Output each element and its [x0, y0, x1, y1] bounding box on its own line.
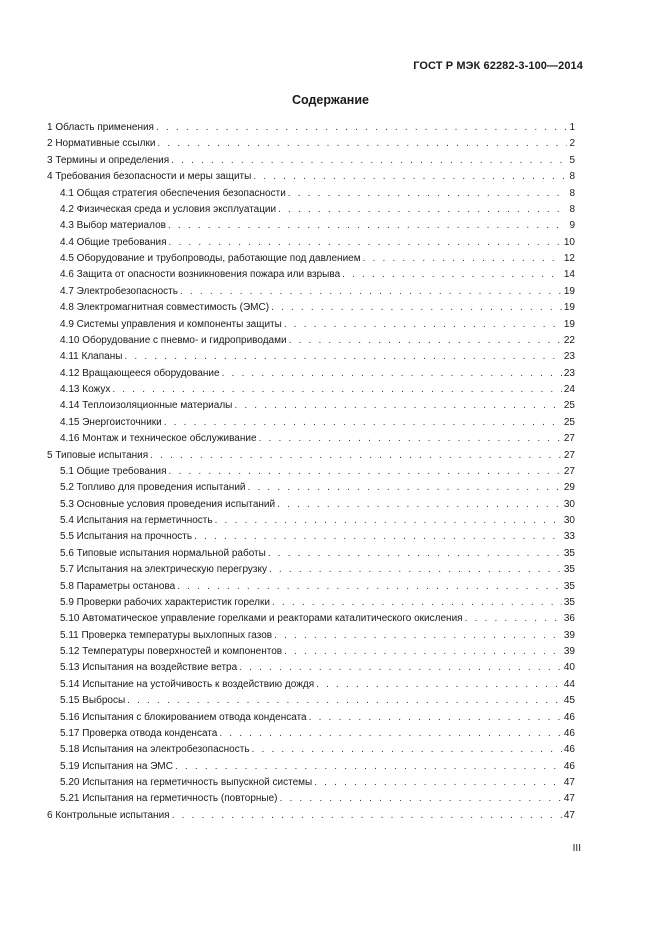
- toc-entry-page: 12: [563, 253, 575, 264]
- toc-entry[interactable]: [47, 366, 575, 382]
- toc-entry-page: 35: [563, 596, 575, 608]
- toc-leader-dots: [169, 464, 562, 480]
- toc-entry-page: 40: [563, 662, 575, 674]
- toc-entry-page: 36: [563, 613, 575, 625]
- toc-entry-page: 44: [563, 678, 575, 690]
- toc-entry-page: 46: [563, 744, 575, 756]
- toc-entry-label: 4.1 Общая стратегия обеспечения безопасности: [60, 187, 286, 199]
- toc-entry-page: 39: [563, 629, 575, 641]
- toc-entry-label: 5.12 Температуры поверхностей и компонентов: [60, 646, 283, 657]
- toc-leader-dots: [288, 186, 568, 202]
- toc-entry-label: 5.11 Проверка температуры выхлопных газов: [60, 629, 273, 641]
- toc-entry-page: 23: [563, 351, 575, 363]
- toc-entry[interactable]: [47, 415, 575, 431]
- toc-entry[interactable]: [47, 775, 575, 791]
- toc-entry-page: 22: [563, 334, 575, 346]
- toc-entry-page: 35: [563, 547, 575, 559]
- toc-entry-label: 5.17 Проверка отвода конденсата: [60, 727, 218, 739]
- page-number: III: [572, 843, 581, 854]
- toc-leader-dots: [277, 497, 562, 513]
- toc-entry-page: 25: [563, 400, 575, 412]
- toc-leader-dots: [127, 693, 562, 709]
- toc-entry-page: 47: [563, 809, 575, 821]
- toc-entry-page: 19: [563, 285, 575, 297]
- toc-entry-page: 8: [569, 187, 575, 199]
- toc-entry-label: 5.20 Испытания на герметичность выпускной системы: [60, 777, 313, 788]
- toc-entry-page: 46: [563, 760, 575, 772]
- toc-entry-label: 4.14 Теплоизоляционные материалы: [60, 400, 233, 412]
- toc-entry-page: 30: [563, 498, 575, 510]
- toc-entry-label: 4.2 Физическая среда и условия эксплуатации: [60, 203, 277, 215]
- toc-leader-dots: [278, 202, 567, 218]
- toc-entry[interactable]: [47, 660, 575, 676]
- toc-entry-page: 10: [563, 236, 575, 248]
- toc-entry-label: 4 Требования безопасности и меры защиты: [47, 171, 252, 183]
- toc-leader-dots: [164, 415, 562, 431]
- toc-leader-dots: [289, 333, 562, 349]
- toc-entry[interactable]: [47, 726, 575, 742]
- toc-entry-label: 4.4 Общие требования: [60, 236, 167, 248]
- toc-entry[interactable]: [47, 169, 575, 185]
- toc-entry[interactable]: [47, 317, 575, 333]
- toc-leader-dots: [222, 366, 562, 382]
- toc-entry-label: 4.5 Оборудование и трубопроводы, работающие под давлением: [60, 253, 361, 264]
- toc-entry-label: 4.16 Монтаж и техническое обслуживание: [60, 433, 257, 445]
- toc-entry[interactable]: [47, 693, 575, 709]
- toc-entry-label: 5 Типовые испытания: [47, 449, 149, 461]
- toc-entry-label: 5.21 Испытания на герметичность (повторные): [60, 793, 278, 805]
- toc-entry-label: 5.2 Топливо для проведения испытаний: [60, 482, 246, 494]
- toc-entry-label: 5.18 Испытания на электробезопасность: [60, 744, 250, 756]
- toc-leader-dots: [252, 742, 562, 758]
- toc-entry[interactable]: [47, 284, 575, 300]
- toc-entry-page: 1: [569, 122, 575, 133]
- toc-entry[interactable]: [47, 431, 575, 447]
- toc-entry-label: 5.7 Испытания на электрическую перегрузку: [60, 564, 267, 576]
- toc-entry-label: 4.11 Клапаны: [60, 351, 123, 363]
- toc-leader-dots: [194, 529, 562, 545]
- toc-entry-page: 24: [563, 384, 575, 395]
- toc-entry-label: 5.14 Испытание на устойчивость к воздействию дождя: [60, 678, 315, 690]
- toc-entry[interactable]: [47, 628, 575, 644]
- toc-entry[interactable]: [47, 759, 575, 775]
- toc-entry[interactable]: [47, 710, 575, 726]
- toc-leader-dots: [309, 710, 562, 726]
- toc-entry[interactable]: [47, 349, 575, 365]
- toc-entry[interactable]: [47, 480, 575, 496]
- toc-entry-page: 27: [563, 433, 575, 445]
- toc-entry[interactable]: [47, 595, 575, 611]
- toc-entry-page: 27: [563, 465, 575, 477]
- toc-entry[interactable]: [47, 202, 575, 218]
- toc-entry-page: 8: [569, 171, 575, 183]
- toc-leader-dots: [465, 611, 562, 627]
- toc-entry-page: 8: [569, 203, 575, 215]
- toc-entry[interactable]: [47, 136, 575, 152]
- toc-entry[interactable]: [47, 153, 575, 169]
- toc-entry[interactable]: [47, 333, 575, 349]
- toc-leader-dots: [171, 153, 567, 169]
- toc-entry-page: 19: [563, 302, 575, 314]
- toc-entry-label: 5.4 Испытания на герметичность: [60, 515, 213, 526]
- toc-entry[interactable]: [47, 186, 575, 202]
- toc-leader-dots: [268, 546, 562, 562]
- toc-entry[interactable]: [47, 267, 575, 283]
- toc-entry-label: 5.10 Автоматическое управление горелками и реакторами каталитического окисления: [60, 613, 463, 625]
- toc-entry[interactable]: [47, 120, 575, 136]
- toc-leader-dots: [280, 791, 562, 807]
- toc-leader-dots: [259, 431, 562, 447]
- toc-leader-dots: [215, 513, 562, 529]
- toc-entry-label: 5.5 Испытания на прочность: [60, 531, 193, 543]
- toc-entry[interactable]: [47, 562, 575, 578]
- toc-entry[interactable]: [47, 382, 575, 398]
- toc-entry-label: 5.19 Испытания на ЭМС: [60, 760, 173, 772]
- toc-leader-dots: [363, 251, 562, 267]
- toc-leader-dots: [316, 677, 562, 693]
- toc-leader-dots: [175, 759, 562, 775]
- toc-entry[interactable]: [47, 448, 575, 464]
- toc-entry-label: 5.1 Общие требования: [60, 465, 167, 477]
- toc-entry-page: 47: [563, 793, 575, 805]
- toc-entry-page: 35: [563, 580, 575, 592]
- toc-entry-page: 23: [563, 367, 575, 379]
- toc-entry-page: 46: [563, 727, 575, 739]
- document-header: ГОСТ Р МЭК 62282-3-100—2014: [413, 60, 583, 72]
- toc-leader-dots: [271, 300, 562, 316]
- toc-entry-page: 46: [563, 711, 575, 723]
- table-of-contents: [47, 120, 575, 824]
- toc-entry[interactable]: [47, 251, 575, 267]
- toc-leader-dots: [342, 267, 562, 283]
- toc-entry[interactable]: [47, 398, 575, 414]
- toc-entry-label: 5.3 Основные условия проведения испытаний: [60, 498, 276, 510]
- toc-entry-page: 29: [563, 482, 575, 494]
- toc-entry[interactable]: [47, 579, 575, 595]
- toc-entry-label: 4.3 Выбор материалов: [60, 220, 166, 232]
- toc-entry-label: 5.9 Проверки рабочих характеристик горелки: [60, 596, 270, 608]
- toc-entry-page: 2: [569, 138, 575, 150]
- toc-entry[interactable]: [47, 791, 575, 807]
- toc-entry-page: 25: [563, 416, 575, 428]
- toc-entry[interactable]: [47, 513, 575, 529]
- toc-entry[interactable]: [47, 464, 575, 480]
- toc-entry[interactable]: [47, 742, 575, 758]
- toc-entry-page: 39: [563, 646, 575, 657]
- toc-leader-dots: [314, 775, 562, 791]
- toc-leader-dots: [234, 398, 562, 414]
- toc-entry[interactable]: [47, 677, 575, 693]
- toc-entry-page: 45: [563, 695, 575, 707]
- toc-entry-label: 4.12 Вращающееся оборудование: [60, 367, 220, 379]
- toc-entry[interactable]: [47, 300, 575, 316]
- toc-entry-label: 5.6 Типовые испытания нормальной работы: [60, 547, 266, 559]
- toc-entry-page: 35: [563, 564, 575, 576]
- toc-entry[interactable]: [47, 218, 575, 234]
- toc-entry-label: 5.15 Выбросы: [60, 695, 126, 707]
- toc-entry[interactable]: [47, 808, 575, 824]
- toc-leader-dots: [124, 349, 561, 365]
- toc-entry-label: 4.15 Энергоисточники: [60, 416, 162, 428]
- toc-entry-page: 19: [563, 318, 575, 330]
- toc-entry-label: 1 Область применения: [47, 122, 154, 133]
- toc-leader-dots: [272, 595, 562, 611]
- toc-leader-dots: [180, 284, 562, 300]
- toc-entry[interactable]: [47, 611, 575, 627]
- toc-entry-page: 30: [563, 515, 575, 526]
- toc-entry-label: 6 Контрольные испытания: [47, 809, 170, 821]
- toc-entry[interactable]: [47, 235, 575, 251]
- toc-entry-page: 9: [569, 220, 575, 232]
- toc-leader-dots: [248, 480, 562, 496]
- toc-leader-dots: [284, 317, 562, 333]
- toc-entry-label: 2 Нормативные ссылки: [47, 138, 156, 150]
- toc-entry[interactable]: [47, 497, 575, 513]
- toc-entry-label: 5.8 Параметры останова: [60, 580, 176, 592]
- toc-entry-page: 33: [563, 531, 575, 543]
- toc-leader-dots: [169, 235, 562, 251]
- toc-entry-label: 5.13 Испытания на воздействие ветра: [60, 662, 238, 674]
- toc-leader-dots: [150, 448, 562, 464]
- toc-entry-label: 4.13 Кожух: [60, 384, 111, 395]
- toc-leader-dots: [156, 120, 567, 136]
- toc-leader-dots: [253, 169, 567, 185]
- toc-entry-label: 4.10 Оборудование с пневмо- и гидроприводами: [60, 334, 287, 346]
- toc-leader-dots: [172, 808, 562, 824]
- page-title: Содержание: [291, 93, 369, 107]
- toc-entry[interactable]: [47, 644, 575, 660]
- toc-leader-dots: [219, 726, 562, 742]
- toc-leader-dots: [177, 579, 562, 595]
- toc-entry-label: 4.6 Защита от опасности возникновения пожара или взрыва: [60, 269, 341, 281]
- toc-entry-page: 14: [563, 269, 575, 281]
- toc-entry-page: 27: [563, 449, 575, 461]
- toc-entry-label: 4.9 Системы управления и компоненты защиты: [60, 318, 282, 330]
- toc-entry-page: 5: [569, 154, 575, 166]
- toc-leader-dots: [274, 628, 562, 644]
- toc-leader-dots: [157, 136, 567, 152]
- toc-entry-page: 47: [563, 777, 575, 788]
- toc-entry-label: 5.16 Испытания с блокированием отвода конденсата: [60, 711, 307, 723]
- toc-entry-label: 4.8 Электромагнитная совместимость (ЭМС): [60, 302, 270, 314]
- toc-leader-dots: [168, 218, 567, 234]
- toc-entry[interactable]: [47, 529, 575, 545]
- toc-leader-dots: [239, 660, 562, 676]
- toc-entry[interactable]: [47, 546, 575, 562]
- toc-entry-label: 3 Термины и определения: [47, 154, 170, 166]
- toc-leader-dots: [284, 644, 562, 660]
- toc-leader-dots: [112, 382, 562, 398]
- toc-entry-label: 4.7 Электробезопасность: [60, 285, 178, 297]
- toc-leader-dots: [269, 562, 562, 578]
